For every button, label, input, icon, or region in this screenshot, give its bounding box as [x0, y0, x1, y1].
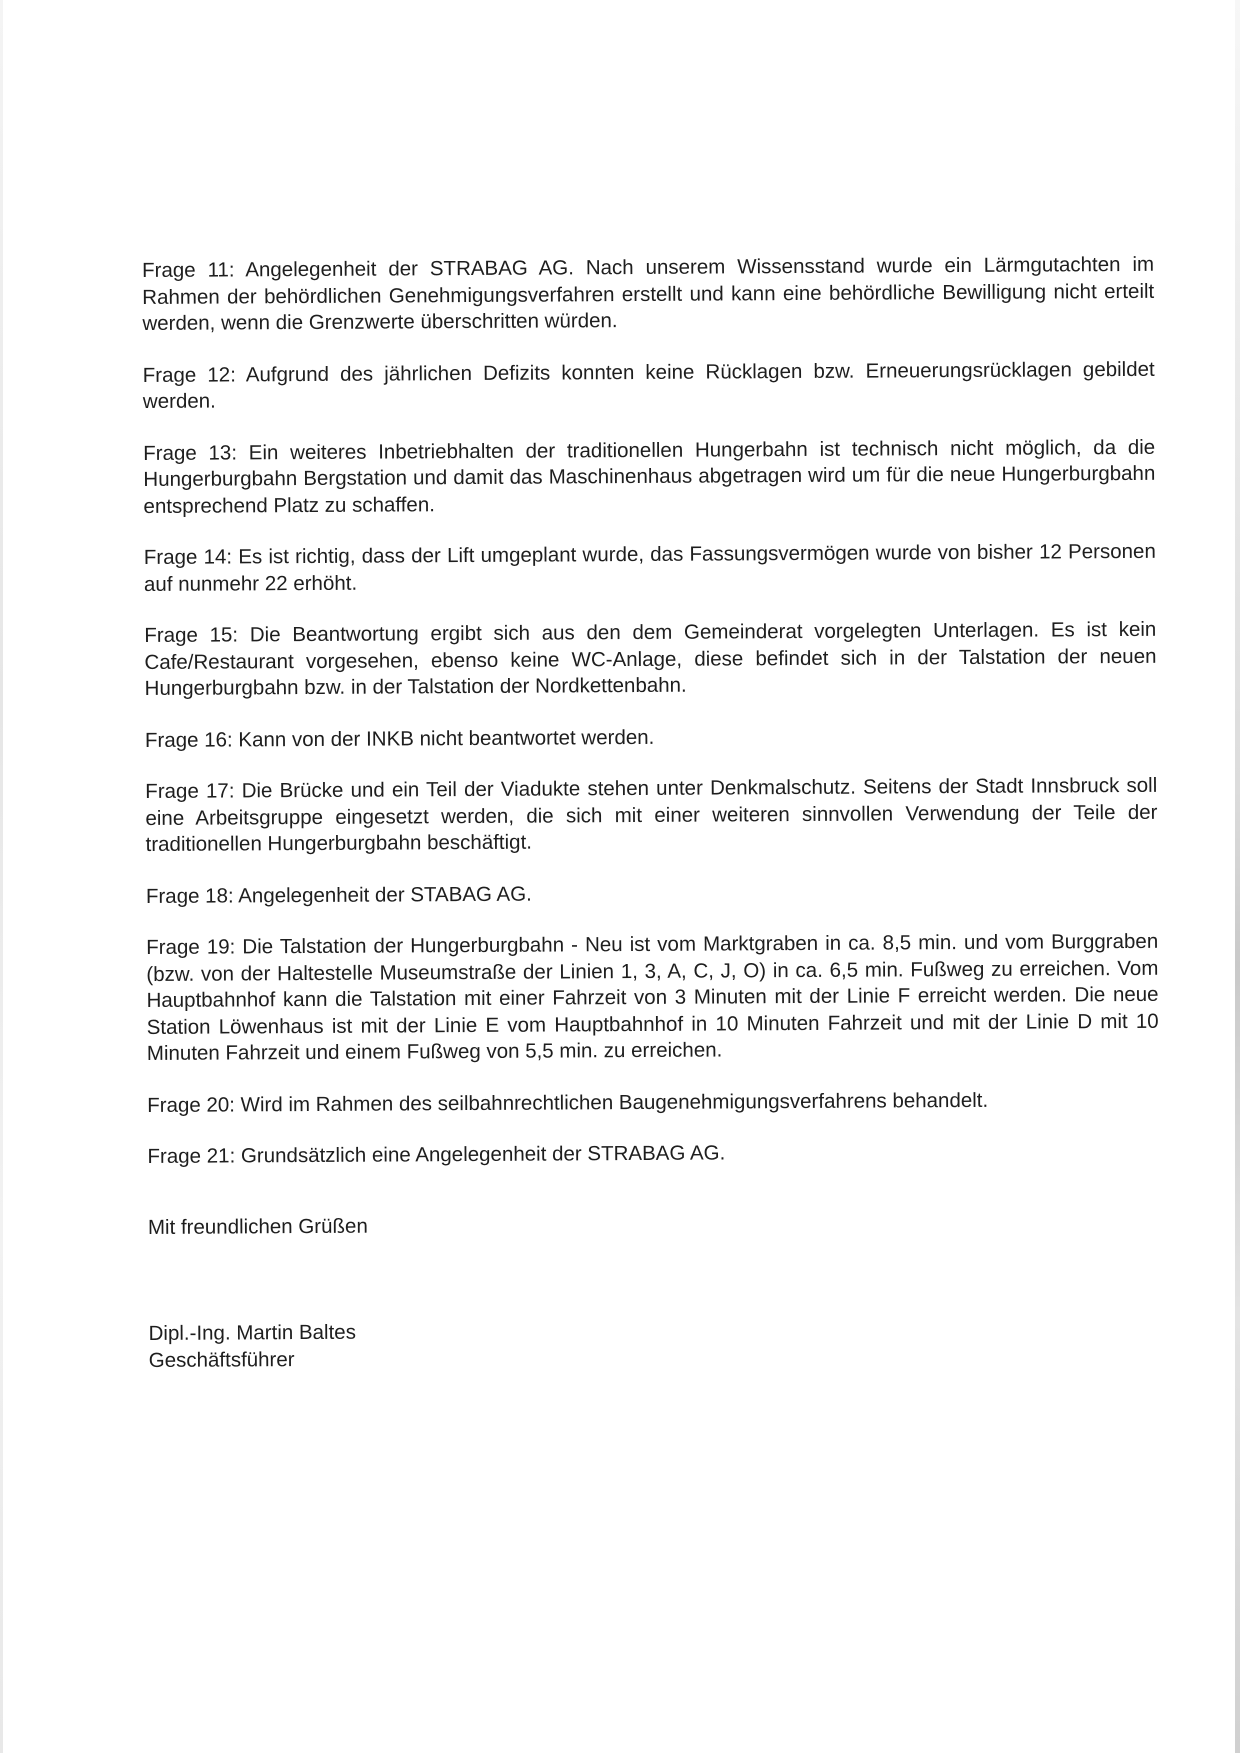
signer-name: Dipl.-Ing. Martin Baltes [148, 1320, 356, 1345]
answer-frage-12: Frage 12: Aufgrund des jährlichen Defizits konnten keine Rücklagen bzw. Erneuerungsrücklagen gebildet werden. [142, 357, 1155, 413]
answer-frage-17: Frage 17: Die Brücke und ein Teil der Viadukte stehen unter Denkmalschutz. Seitens der Stadt Innsbruck soll eine Arbeitsgruppe eingesetzt werden, die sich mit einer weiteren sinnvollen Verwendung der Teile der traditionellen Hungerburgbahn beschäftigt. [145, 773, 1158, 856]
answer-frage-16: Frage 16: Kann von der INKB nicht beantwortet werden. [144, 725, 655, 752]
signer-title: Geschäftsführer [148, 1347, 295, 1372]
answer-frage-18: Frage 18: Angelegenheit der STABAG AG. [145, 882, 532, 908]
closing-block [148, 1208, 1161, 1374]
answer-frage-21: Frage 21: Grundsätzlich eine Angelegenheit der STRABAG AG. [147, 1141, 726, 1168]
answer-frage-13: Frage 13: Ein weiteres Inbetriebhalten der traditionellen Hungerbahn ist technisch nicht möglich, da die Hungerburgbahn Bergstation und damit das Maschinenhaus abgetragen wird um für die neue Hungerburgbahn entsprechend Platz zu schaffen. [143, 435, 1156, 518]
answer-frage-20: Frage 20: Wird im Rahmen des seilbahnrechtlichen Baugenehmigungsverfahrens behandelt. [147, 1088, 989, 1117]
closing-greeting: Mit freundlichen Grüßen [147, 1214, 368, 1239]
scan-edge-right [1235, 0, 1240, 1753]
answer-frage-14: Frage 14: Es ist richtig, dass der Lift umgeplant wurde, das Fassungsvermögen wurde von bisher 12 Personen auf nunmehr 22 erhöht. [143, 539, 1156, 596]
letter-body [142, 252, 1161, 1374]
answer-frage-15: Frage 15: Die Beantwortung ergibt sich aus den dem Gemeinderat vorgelegten Unterlagen. Es ist kein Cafe/Restaurant vorgesehen, ebenso keine WC-Anlage, diese befindet sich in der Talstation der neuen Hungerburgbahn bzw. in der Talstation der Nordkettenbahn. [144, 617, 1157, 700]
scan-edge-left [0, 0, 3, 1753]
answer-frage-19: Frage 19: Die Talstation der Hungerburgbahn - Neu ist vom Marktgraben in ca. 8,5 min. und vom Burggraben (bzw. von der Haltestelle Museumstraße der Linien 1, 3, A, C, J, O) in ca. 6,5 min. Fußweg zu erreichen. Vom Hauptbahnhof kann die Talstation mit einer Fahrzeit von 3 Minuten mit der Linie F erreicht werden. Die neue Station Löwenhaus ist mit der Linie E vom Hauptbahnhof in 10 Minuten Fahrzeit und mit der Linie D mit 10 Minuten Fahrzeit und einem Fußweg von 5,5 min. zu erreichen. [146, 929, 1159, 1065]
signature-block [148, 1315, 1160, 1374]
answer-frage-11: Frage 11: Angelegenheit der STRABAG AG. Nach unserem Wissensstand wurde ein Lärmgutachten im Rahmen der behördlichen Genehmigungsverfahren erstellt und kann eine behördliche Bewilligung nicht erteilt werden, wenn die Grenzwerte überschritten würden. [142, 252, 1155, 335]
